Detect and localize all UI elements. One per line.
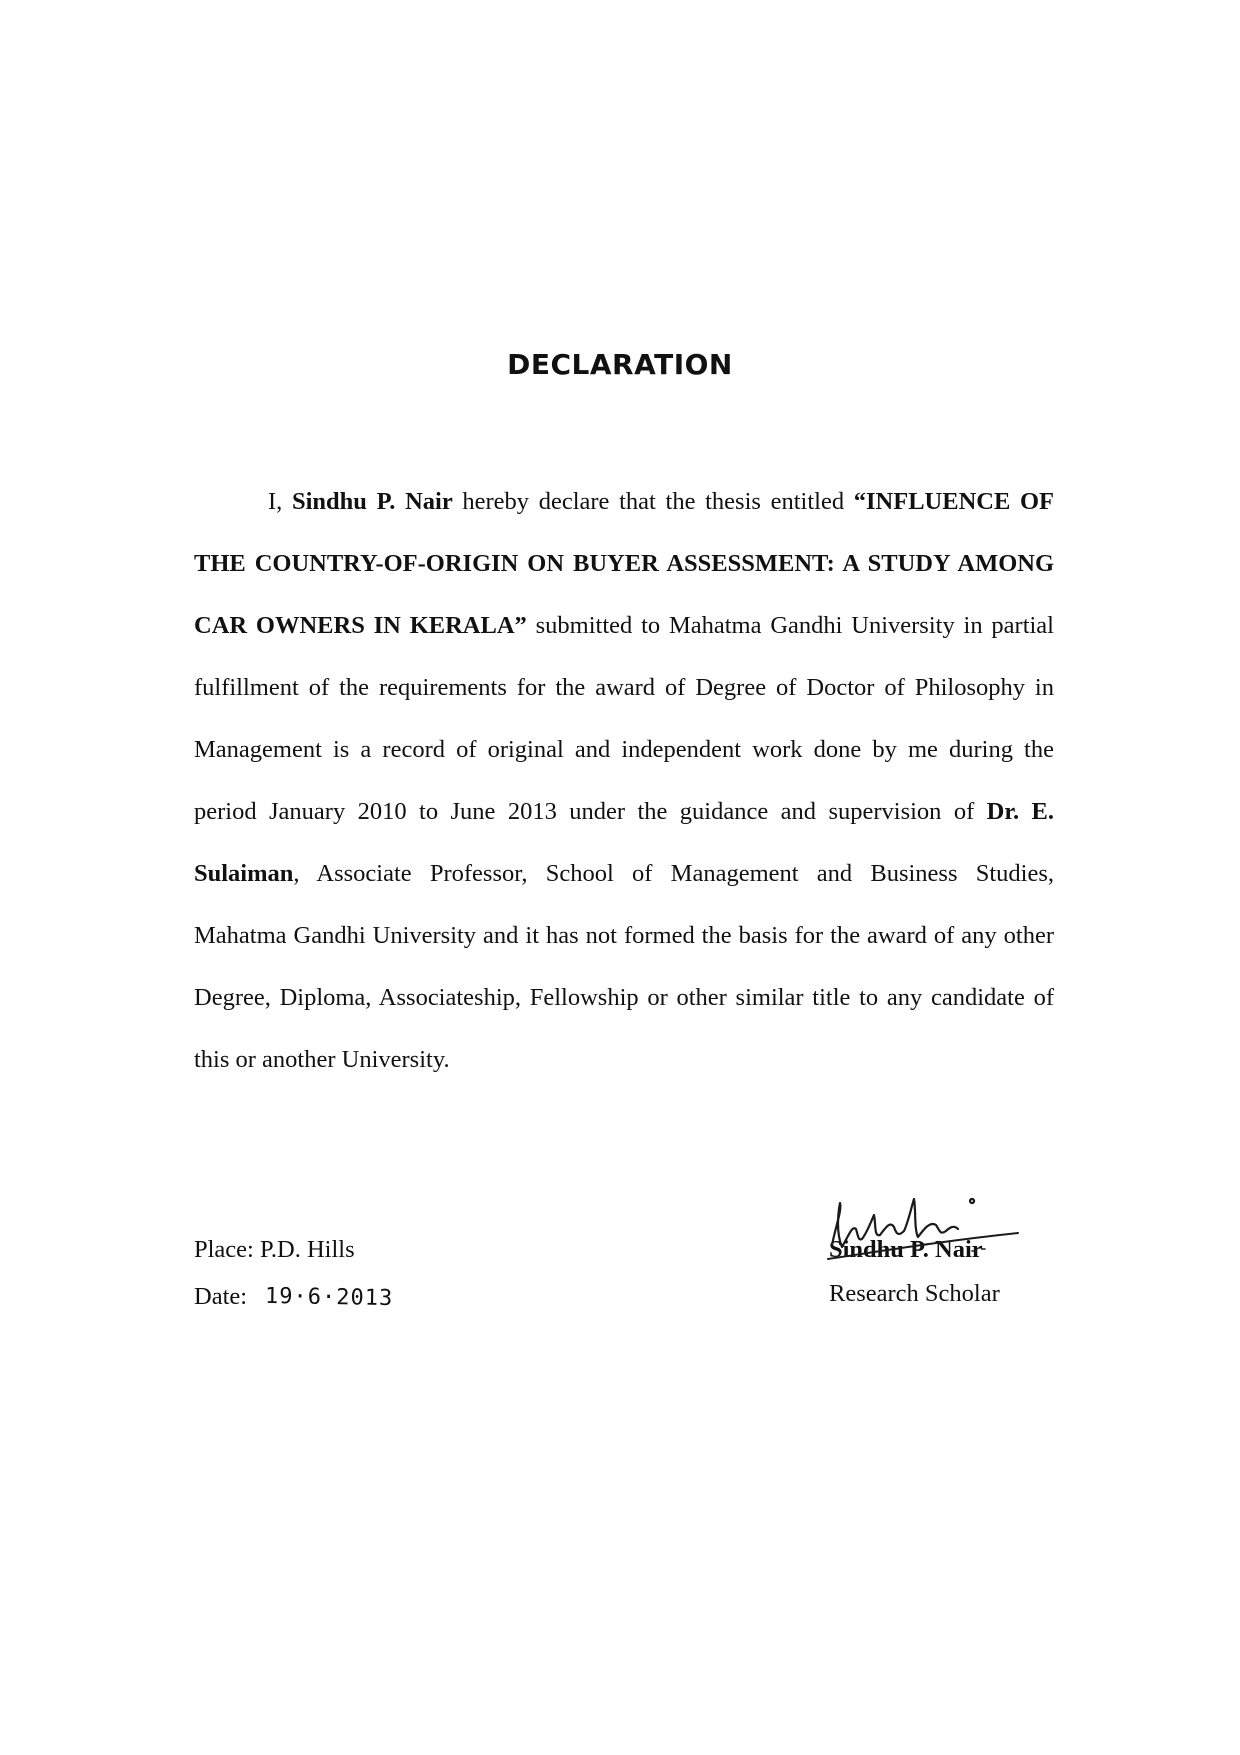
place-line: Place: P.D. Hills [194, 1236, 355, 1263]
signatory-name: Sindhu P. Nair [829, 1236, 983, 1263]
handwritten-signature [822, 1185, 1022, 1275]
intro-text: I, [268, 488, 292, 515]
thesis-title: “INFLUENCE OF THE COUNTRY-OF-ORIGIN ON BUYER ASSESSMENT: A STUDY AMONG CAR OWNERS IN KERALA” [194, 488, 1054, 639]
date-label: Date: [194, 1283, 248, 1310]
page-title: DECLARATION [507, 348, 733, 381]
declarant-name: Sindhu P. Nair [291, 488, 453, 515]
date-line [194, 1283, 393, 1311]
signatory-role: Research Scholar [829, 1280, 1000, 1307]
declaration-paragraph [194, 471, 1054, 1091]
supervisor-name: Dr. E. Sulaiman [194, 798, 1054, 887]
declaration-text-1: hereby declare that the thesis entitled [452, 488, 854, 515]
declaration-text-2: submitted to Mahatma Gandhi University in partial fulfillment of the requirements for the award of Degree of Doctor of Philosophy in Management is a record of original and independent work done by me during the period January 2010 to June 2013 under the guidance and supervision of [194, 612, 1054, 825]
declaration-text-3: , Associate Professor, School of Management and Business Studies, Mahatma Gandhi University and it has not formed the basis for the award of any other Degree, Diploma, Associateship, Fellowship or other similar title to any candidate of this or another University. [194, 860, 1054, 1073]
handwritten-date: 19·6·2013 [264, 1283, 394, 1312]
